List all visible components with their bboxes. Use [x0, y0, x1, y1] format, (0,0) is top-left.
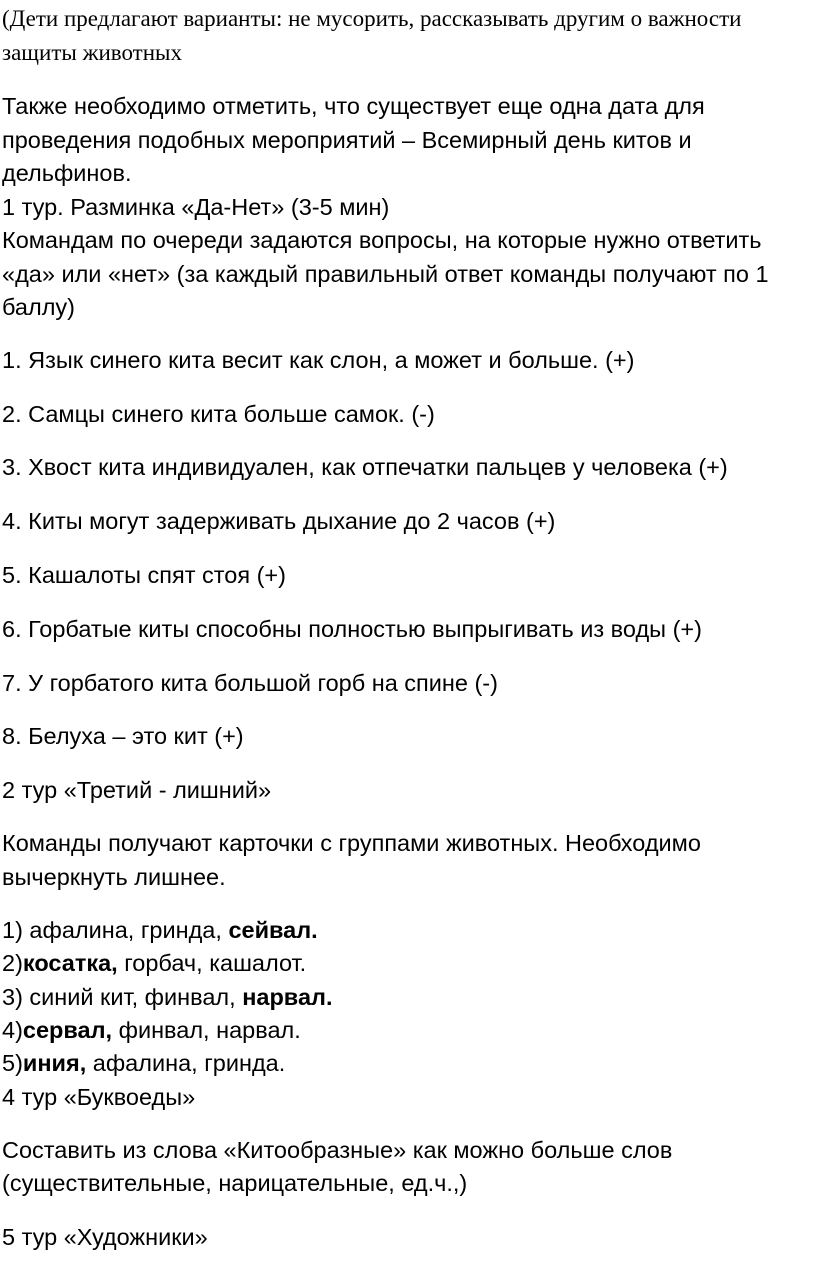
question-7: 7. У горбатого кита большой горб на спине (-) [2, 670, 498, 696]
intro-line-2: защиты животных [2, 40, 182, 65]
round1-description-line-1: Командам по очереди задаются вопросы, на которые нужно ответить [2, 227, 762, 253]
round1-title: 1 тур. Разминка «Да-Нет» (3-5 мин) [2, 194, 390, 220]
round2-description-line-1: Команды получают карточки с группами животных. Необходимо [2, 830, 701, 856]
paragraph-line-1: Также необходимо отметить, что существует еще одна дата для [2, 93, 705, 119]
group-5 [2, 1047, 285, 1079]
round5-title: 5 тур «Художники» [2, 1224, 208, 1250]
question-5: 5. Кашалоты спят стоя (+) [2, 562, 286, 588]
paragraph-line-3: дельфинов. [2, 160, 132, 186]
group-2-text: горбач, кашалот. [117, 950, 307, 976]
question-2: 2. Самцы синего кита больше самок. (-) [2, 401, 435, 427]
question-1: 1. Язык синего кита весит как слон, а может и больше. (+) [2, 347, 635, 373]
group-3-text: 3) синий кит, финвал, [2, 984, 243, 1010]
group-2 [2, 947, 306, 979]
question-3: 3. Хвост кита индивидуален, как отпечатки пальцев у человека (+) [2, 454, 728, 480]
group-5-text: афалина, гринда. [86, 1050, 286, 1076]
group-2-odd-one: косатка, [22, 950, 118, 976]
group-1-odd-one: сейвал. [228, 917, 318, 943]
group-4 [2, 1014, 301, 1046]
round2-title: 2 тур «Третий - лишний» [2, 777, 272, 803]
group-4-text: финвал, нарвал. [112, 1017, 301, 1043]
group-3-odd-one: нарвал. [242, 984, 333, 1010]
intro-line-1: (Дети предлагают варианты: не мусорить, рассказывать другим о важности [2, 6, 742, 31]
round4-title: 4 тур «Буквоеды» [2, 1084, 196, 1110]
round4-description-line-1: Составить из слова «Китообразные» как можно больше слов [2, 1137, 673, 1163]
group-3 [2, 981, 332, 1013]
question-6: 6. Горбатые киты способны полностью выпрыгивать из воды (+) [2, 616, 702, 642]
round4-description-line-2: (существительные, нарицательные, ед.ч.,) [2, 1170, 468, 1196]
group-2-number: 2) [2, 950, 23, 976]
group-4-odd-one: сервал, [22, 1017, 113, 1043]
paragraph-line-2: проведения подобных мероприятий – Всемирный день китов и [2, 127, 692, 153]
round2-description-line-2: вычеркнуть лишнее. [2, 864, 226, 890]
group-1 [2, 914, 318, 946]
round1-description-line-3: баллу) [2, 294, 75, 320]
group-5-odd-one: иния, [22, 1050, 87, 1076]
group-5-number: 5) [2, 1050, 23, 1076]
group-1-text: 1) афалина, гринда, [2, 917, 229, 943]
group-4-number: 4) [2, 1017, 23, 1043]
round1-description-line-2: «да» или «нет» (за каждый правильный ответ команды получают по 1 [2, 261, 769, 287]
question-8: 8. Белуха – это кит (+) [2, 723, 244, 749]
question-4: 4. Киты могут задерживать дыхание до 2 часов (+) [2, 508, 556, 534]
